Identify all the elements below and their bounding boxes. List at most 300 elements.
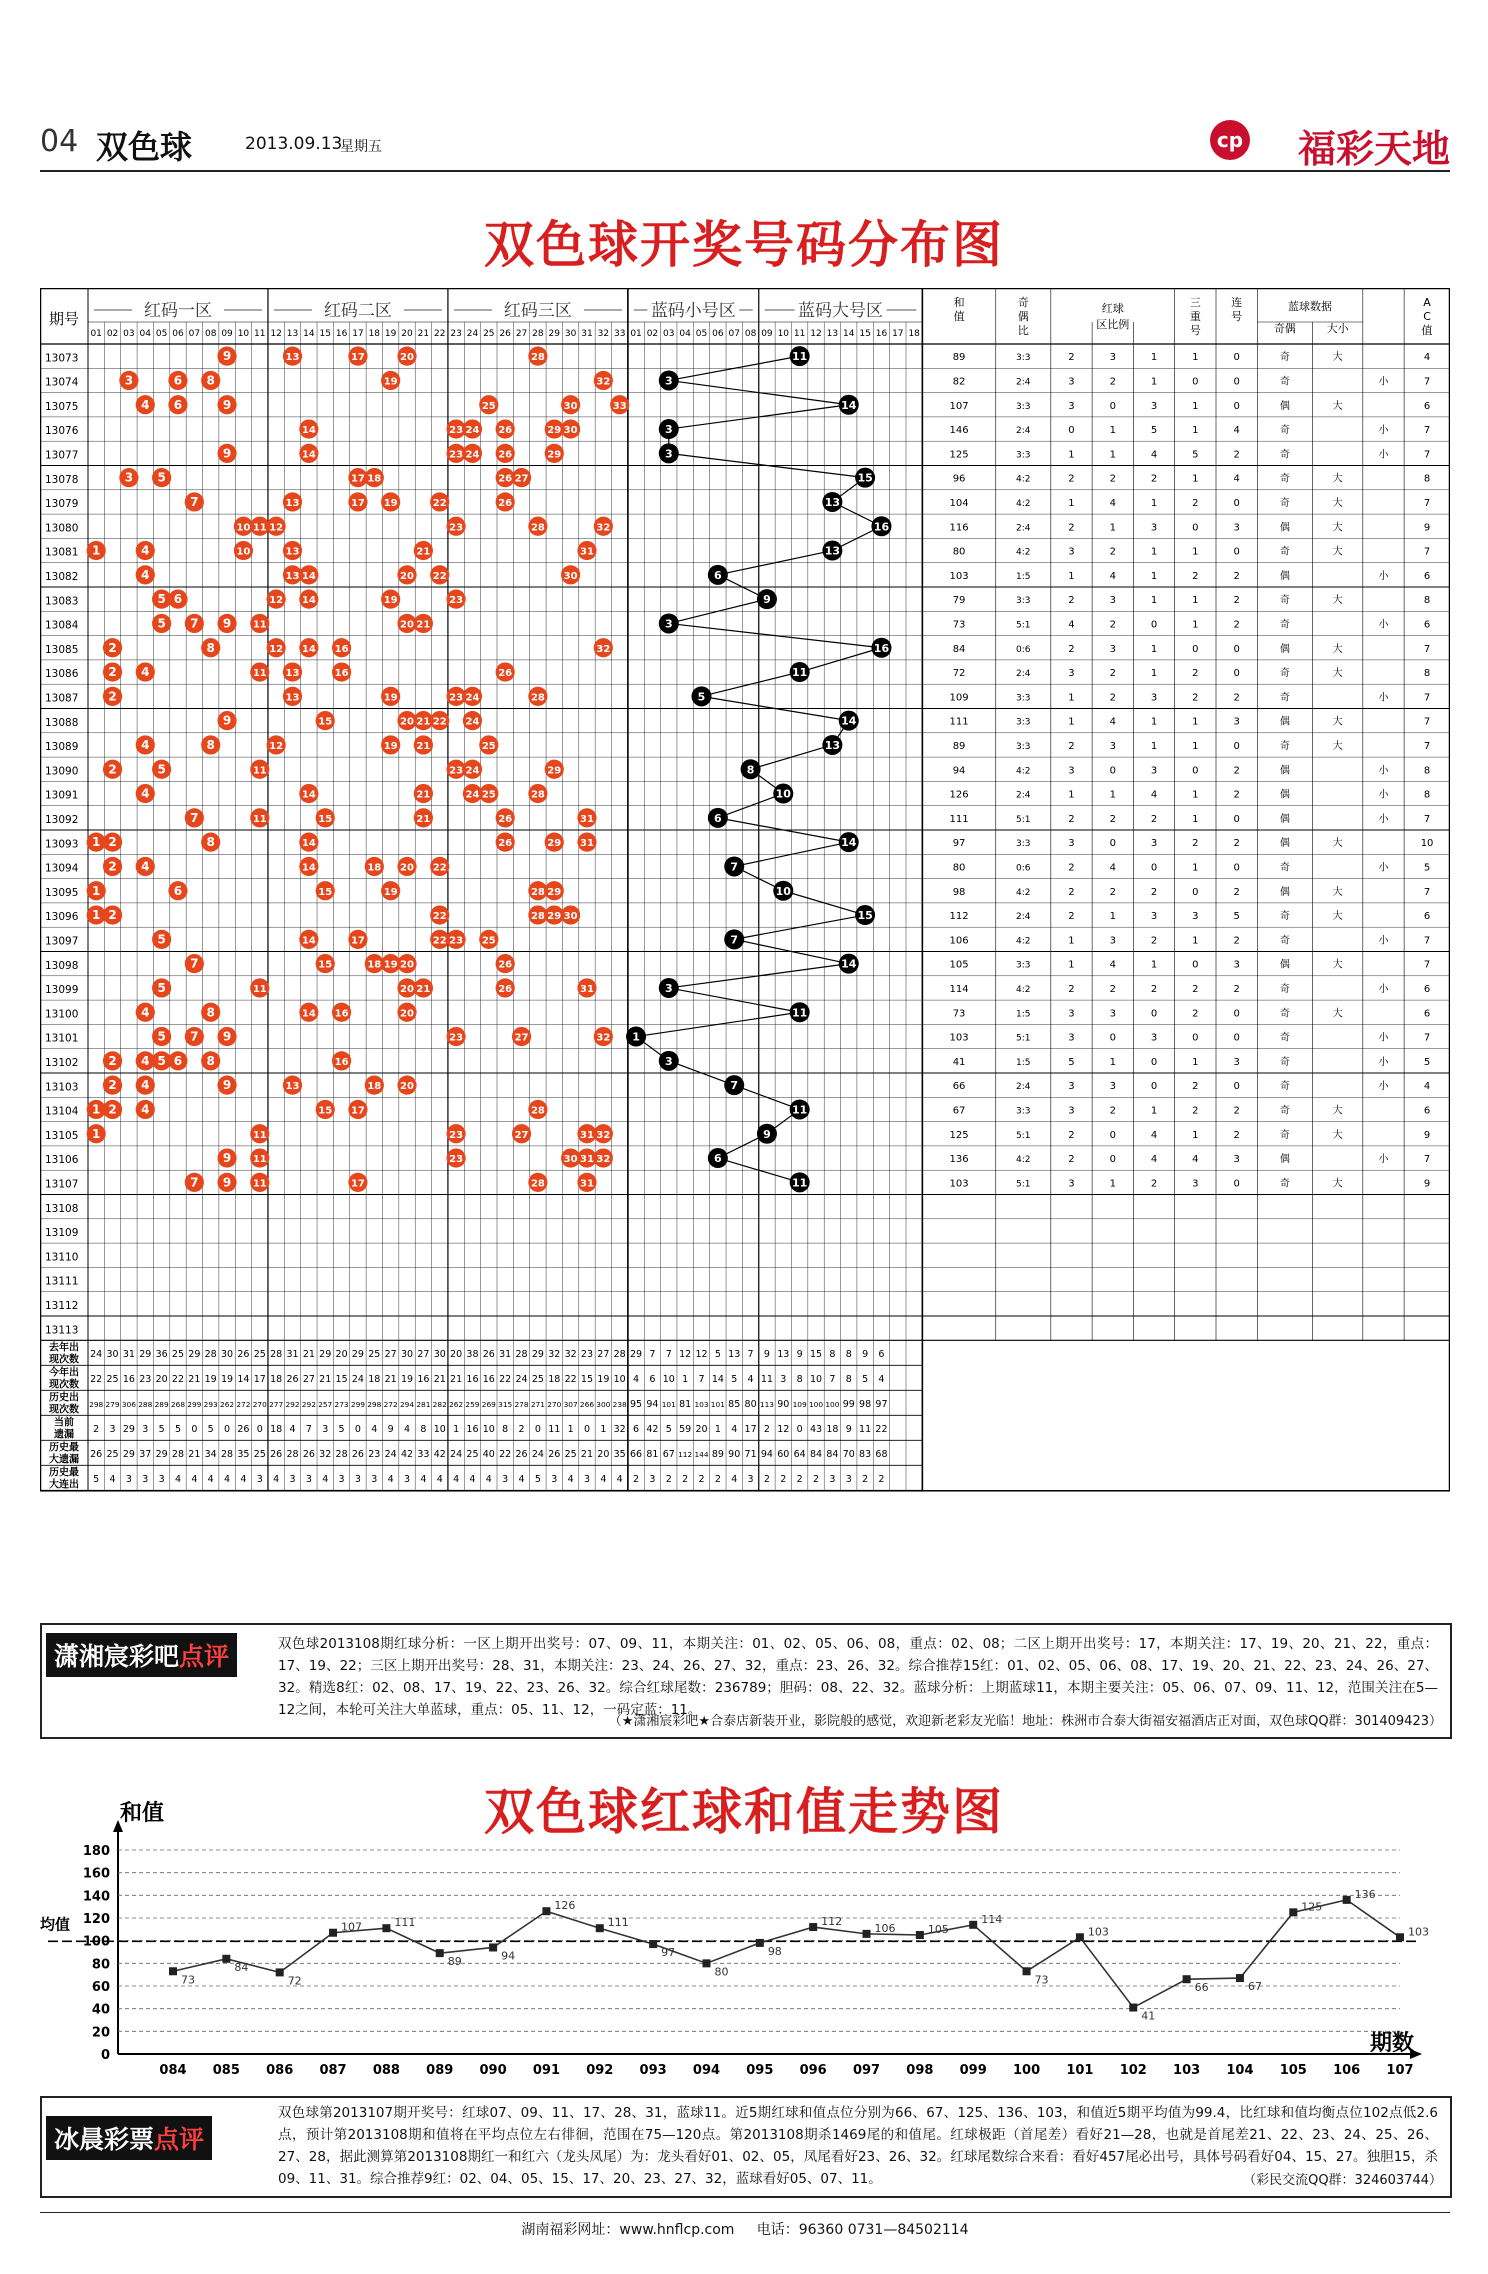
row-stat: 4 — [1109, 570, 1116, 582]
red-ball-number: 15 — [318, 886, 333, 898]
ball-number-header: 26 — [499, 329, 511, 339]
stat-value: 5 — [174, 1423, 182, 1435]
red-ball-number: 3 — [124, 470, 134, 485]
row-stat: 1 — [1068, 789, 1075, 801]
stat-value: 59 — [679, 1423, 692, 1435]
stat-value: 29 — [139, 1348, 152, 1360]
stat-value: 13 — [777, 1348, 790, 1360]
red-ball-number: 32 — [596, 643, 611, 655]
red-ball-number: 14 — [301, 838, 316, 850]
row-stat: 2 — [1192, 1105, 1199, 1117]
stat-value: 4 — [469, 1473, 476, 1485]
stat-value: 4 — [207, 1473, 214, 1485]
x-tick-label: 096 — [799, 2063, 827, 2078]
row-stat: 奇 — [1279, 1178, 1290, 1190]
stat-value: 42 — [646, 1423, 659, 1435]
row-stat: 大 — [1332, 546, 1343, 558]
stat-value: 23 — [139, 1373, 152, 1385]
stat-value: 31 — [286, 1348, 299, 1360]
data-point — [969, 1921, 977, 1929]
red-ball-number: 29 — [547, 765, 562, 777]
red-ball-number: 29 — [547, 886, 562, 898]
red-ball-number: 8 — [206, 640, 215, 655]
stat-value: 85 — [728, 1398, 741, 1410]
stat-value: 70 — [842, 1448, 855, 1460]
red-ball-number: 4 — [141, 665, 150, 680]
stat-value: 4 — [403, 1423, 411, 1435]
stat-value: 32 — [564, 1348, 577, 1360]
row-stat: 4 — [1109, 716, 1116, 728]
stat-value: 272 — [383, 1399, 398, 1409]
row-stat: 2 — [1233, 983, 1240, 995]
stat-value: 25 — [253, 1448, 266, 1460]
red-ball-number: 24 — [465, 425, 480, 437]
red-ball-number: 23 — [449, 595, 464, 607]
red-ball-number: 5 — [157, 616, 166, 631]
stat-value: 20 — [695, 1423, 708, 1435]
row-stat: 2 — [1233, 838, 1240, 850]
red-ball-number: 5 — [157, 762, 166, 777]
data-label: 73 — [1034, 1973, 1049, 1987]
row-stat: 3:3 — [1016, 693, 1031, 704]
row-stat: 1 — [1068, 449, 1075, 461]
stat-value: 4 — [289, 1423, 296, 1435]
ball-number-header: 13 — [286, 329, 299, 339]
red-ball-number: 19 — [383, 959, 398, 971]
red-ball-number: 17 — [350, 352, 365, 364]
stat-value: 30 — [433, 1348, 446, 1360]
red-ball-number: 23 — [449, 1154, 464, 1166]
row-stat: 2 — [1068, 813, 1075, 825]
red-ball-number: 22 — [432, 716, 447, 728]
red-ball-number: 30 — [563, 400, 578, 412]
data-label: 67 — [1247, 1980, 1262, 1994]
red-ball-number: 16 — [334, 668, 349, 680]
red-ball-number: 23 — [449, 935, 464, 947]
row-stat: 3 — [1150, 838, 1158, 850]
stat-value: 4 — [567, 1473, 574, 1485]
row-stat: 2 — [1150, 1178, 1158, 1190]
row-stat: 偶 — [1279, 813, 1290, 825]
row-stat: 1 — [1192, 352, 1199, 364]
red-ball-number: 24 — [465, 716, 480, 728]
stat-value: 9 — [862, 1348, 869, 1360]
stat-value: 18 — [826, 1423, 839, 1435]
ball-number-header: 03 — [663, 329, 675, 339]
red-ball-number: 28 — [530, 886, 545, 898]
row-stat: 4:2 — [1016, 547, 1031, 558]
blue-ball-number: 15 — [857, 909, 873, 923]
row-stat: 3 — [1109, 595, 1116, 607]
row-stat: 偶 — [1279, 886, 1290, 898]
stat-value: 81 — [646, 1448, 659, 1460]
red-ball-number: 13 — [285, 352, 300, 364]
row-stat: 4 — [1150, 449, 1158, 461]
ball-number-header: 13 — [826, 329, 839, 339]
row-stat: 109 — [949, 692, 969, 704]
red-ball-number: 20 — [400, 716, 414, 728]
row-stat: 3 — [1233, 1056, 1240, 1068]
data-label: 97 — [661, 1946, 676, 1960]
stat-value: 112 — [678, 1449, 693, 1459]
red-ball-number: 15 — [318, 959, 333, 971]
ball-number-header: 30 — [564, 329, 577, 339]
row-stat: 103 — [949, 1178, 969, 1190]
stat-value: 24 — [450, 1448, 463, 1460]
row-stat: 奇 — [1279, 497, 1290, 509]
stat-value: 0 — [354, 1423, 361, 1435]
row-stat: 2 — [1192, 497, 1199, 509]
red-ball-number: 27 — [514, 1032, 529, 1044]
row-stat: 3:3 — [1016, 401, 1031, 412]
stat-value: 306 — [121, 1399, 136, 1409]
row-stat: 3 — [1233, 959, 1240, 971]
red-ball-number: 30 — [563, 425, 578, 437]
stat-value: 288 — [138, 1399, 153, 1409]
stat-value: 4 — [600, 1473, 607, 1485]
row-stat: 1 — [1150, 1105, 1158, 1117]
number-distribution-table — [40, 288, 1450, 1610]
main-title: 双色球开奖号码分布图 — [484, 216, 1004, 274]
ball-number-header: 18 — [908, 329, 920, 339]
red-ball-number: 10 — [236, 546, 251, 558]
red-ball-number: 20 — [400, 1081, 414, 1093]
red-ball-number: 2 — [108, 835, 117, 850]
row-stat: 2 — [1233, 692, 1240, 704]
red-ball-number: 9 — [222, 1029, 232, 1044]
red-ball-number: 20 — [400, 352, 414, 364]
stat-value: 29 — [155, 1448, 168, 1460]
row-stat: 0 — [1233, 668, 1240, 680]
issue-number: 13110 — [45, 1251, 79, 1264]
row-stat: 2 — [1150, 813, 1158, 825]
stat-value: 20 — [155, 1373, 168, 1385]
right-header: 和 — [953, 296, 965, 309]
stat-value: 14 — [237, 1373, 250, 1385]
row-stat: 1 — [1150, 570, 1158, 582]
row-stat: 3 — [1109, 935, 1116, 947]
row-stat: 0 — [1109, 1154, 1116, 1166]
stat-value: 109 — [792, 1399, 807, 1409]
red-ball-number: 14 — [301, 570, 316, 582]
red-ball-number: 1 — [92, 883, 101, 898]
stat-value: 29 — [122, 1448, 135, 1460]
stat-value: 2 — [812, 1473, 820, 1485]
stat-value: 42 — [433, 1448, 446, 1460]
stat-value: 3 — [583, 1473, 591, 1485]
red-ball-number: 4 — [141, 1102, 150, 1117]
row-stat: 146 — [949, 425, 969, 437]
issue-column-header: 期号 — [48, 310, 80, 328]
stat-value: 3 — [142, 1423, 149, 1435]
row-stat: 1 — [1150, 376, 1158, 388]
row-stat: 大 — [1332, 497, 1343, 509]
stat-value: 0 — [224, 1423, 231, 1435]
row-stat: 8 — [1423, 473, 1431, 485]
row-stat: 96 — [952, 473, 966, 485]
right-header: 偶 — [1017, 310, 1029, 323]
row-stat: 4 — [1233, 425, 1240, 437]
x-tick-label: 091 — [532, 2063, 561, 2078]
blue-ball-number: 3 — [664, 981, 673, 995]
blue-ball-number: 3 — [664, 617, 673, 631]
row-stat: 1 — [1150, 716, 1158, 728]
red-ball-number: 17 — [350, 1105, 365, 1117]
data-label: 103 — [1408, 1925, 1429, 1939]
brand-name: 福彩天地 — [1297, 126, 1450, 171]
data-point — [1129, 2004, 1137, 2012]
stat-value: 5 — [665, 1423, 672, 1435]
ball-number-header: 12 — [810, 329, 822, 339]
red-ball-number: 21 — [416, 813, 431, 825]
stat-value: 262 — [449, 1399, 464, 1409]
row-stat: 7 — [1423, 959, 1431, 971]
stat-value: 97 — [875, 1398, 888, 1410]
stat-value: 2 — [698, 1473, 705, 1485]
row-stat: 奇 — [1279, 425, 1290, 437]
stat-value: 22 — [171, 1373, 185, 1385]
x-tick-label: 098 — [906, 2063, 934, 2078]
stat-value: 2 — [665, 1473, 672, 1485]
red-ball-number: 21 — [416, 740, 431, 752]
row-stat: 4:2 — [1016, 936, 1031, 947]
red-ball-number: 21 — [416, 983, 431, 995]
stat-value: 17 — [253, 1373, 266, 1385]
row-stat: 5:1 — [1016, 620, 1031, 631]
row-stat: 7 — [1423, 1032, 1431, 1044]
row-stat: 2 — [1192, 668, 1199, 680]
red-ball-number: 8 — [206, 373, 215, 388]
red-ball-number: 18 — [367, 862, 382, 874]
row-stat: 2 — [1068, 1154, 1075, 1166]
ball-number-header: 17 — [352, 329, 364, 339]
stat-value: 307 — [563, 1399, 578, 1409]
row-stat: 6 — [1423, 570, 1431, 582]
row-stat: 0 — [1233, 497, 1240, 509]
stat-value: 27 — [597, 1348, 610, 1360]
stat-value: 9 — [763, 1348, 770, 1360]
data-label: 136 — [1354, 1887, 1376, 1901]
red-ball-number: 5 — [157, 980, 166, 995]
row-stat: 7 — [1423, 740, 1431, 752]
issue-number: 13102 — [45, 1057, 79, 1069]
issue-number: 13093 — [45, 838, 79, 851]
stat-value: 26 — [270, 1448, 283, 1460]
row-stat: 2 — [1109, 886, 1116, 898]
row-stat: 1 — [1109, 1178, 1116, 1190]
stat-value: 30 — [221, 1348, 234, 1360]
data-point — [916, 1931, 924, 1939]
stat-value: 4 — [387, 1473, 394, 1485]
stat-value: 84 — [809, 1448, 823, 1460]
x-tick-label: 100 — [1012, 2063, 1041, 2078]
y-tick-label: 60 — [91, 1980, 110, 1995]
data-point — [276, 1968, 284, 1976]
row-stat: 0 — [1150, 1056, 1158, 1068]
row-stat: 0 — [1233, 1008, 1240, 1020]
stat-value: 5 — [93, 1473, 100, 1485]
issue-number: 13086 — [45, 668, 79, 681]
stat-value: 80 — [744, 1398, 757, 1410]
stat-value: 282 — [432, 1399, 447, 1409]
right-header: 奇 — [1017, 296, 1029, 309]
data-label: 98 — [767, 1944, 782, 1958]
x-tick-label: 103 — [1173, 2063, 1201, 2078]
row-stat: 3:3 — [1016, 450, 1031, 461]
issue-number: 13081 — [45, 546, 79, 559]
stat-value: 4 — [485, 1473, 492, 1485]
row-stat: 奇 — [1279, 692, 1290, 704]
red-ball-number: 32 — [596, 1154, 611, 1166]
stat-label: 历史最 — [49, 1467, 79, 1479]
red-ball-number: 8 — [206, 737, 215, 752]
data-label: 111 — [607, 1916, 629, 1930]
stat-value: 0 — [191, 1423, 198, 1435]
row-stat: 7 — [1423, 546, 1431, 558]
stat-value: 3 — [371, 1473, 378, 1485]
red-ball-number: 31 — [580, 983, 594, 995]
row-stat: 奇 — [1279, 983, 1290, 995]
row-stat: 小 — [1378, 765, 1389, 777]
stat-value: 6 — [649, 1373, 656, 1385]
row-stat: 125 — [949, 449, 969, 461]
red-ball-number: 21 — [416, 716, 431, 728]
stat-value: 15 — [809, 1348, 823, 1360]
stat-value: 71 — [744, 1448, 757, 1460]
row-stat: 小 — [1378, 983, 1389, 995]
row-stat: 0 — [1233, 1032, 1240, 1044]
row-stat: 1 — [1192, 425, 1199, 437]
row-stat: 2 — [1192, 983, 1199, 995]
row-stat: 小 — [1378, 449, 1389, 461]
stat-value: 26 — [351, 1448, 364, 1460]
red-ball-number: 17 — [350, 497, 365, 509]
row-stat: 0 — [1233, 740, 1240, 752]
row-stat: 小 — [1378, 425, 1389, 437]
stat-value: 0 — [583, 1423, 591, 1435]
row-stat: 4:2 — [1016, 498, 1031, 509]
data-label: 105 — [927, 1923, 949, 1936]
stat-value: 28 — [613, 1348, 626, 1360]
red-ball-number: 7 — [190, 810, 199, 825]
red-ball-number: 22 — [432, 862, 447, 874]
red-ball-number: 2 — [108, 908, 117, 923]
stat-value: 4 — [174, 1473, 182, 1485]
ball-number-header: 11 — [793, 329, 806, 339]
row-stat: 3 — [1068, 765, 1075, 777]
row-stat: 2:4 — [1016, 523, 1031, 534]
stat-value: 34 — [204, 1448, 217, 1460]
stat-value: 3 — [502, 1473, 509, 1485]
row-stat: 1 — [1068, 497, 1075, 509]
zone-header: 红码一区 — [143, 301, 212, 321]
row-stat: 小 — [1378, 1032, 1389, 1044]
row-stat: 小 — [1378, 862, 1389, 874]
ball-number-header: 29 — [548, 329, 560, 339]
row-stat: 1:5 — [1016, 1009, 1031, 1020]
stat-value: 3 — [256, 1473, 263, 1485]
row-stat: 3 — [1192, 911, 1199, 923]
stat-value: 27 — [417, 1348, 430, 1360]
stat-value: 1 — [567, 1423, 574, 1435]
row-stat: 103 — [949, 1032, 969, 1044]
row-stat: 1 — [1192, 716, 1199, 728]
data-label: 106 — [874, 1921, 896, 1935]
stat-value: 3 — [338, 1473, 345, 1485]
row-stat: 6 — [1423, 911, 1431, 923]
red-ball-number: 2 — [108, 665, 117, 680]
stat-value: 262 — [220, 1399, 235, 1409]
red-ball-number: 14 — [301, 862, 316, 874]
issue-number: 13100 — [45, 1008, 79, 1021]
x-tick-label: 102 — [1119, 2063, 1147, 2078]
stat-value: 4 — [731, 1473, 738, 1485]
data-label: 80 — [714, 1965, 729, 1979]
stat-value: 32 — [613, 1423, 626, 1435]
row-stat: 3 — [1068, 838, 1075, 850]
stat-value: 113 — [759, 1399, 774, 1409]
blue-ball-number: 10 — [775, 787, 791, 801]
ball-number-header: 14 — [303, 329, 315, 339]
red-ball-number: 4 — [141, 1078, 150, 1093]
stat-value: 28 — [204, 1348, 217, 1360]
issue-number: 13109 — [45, 1227, 79, 1240]
x-tick-label: 089 — [426, 2063, 454, 2078]
stat-value: 29 — [319, 1348, 332, 1360]
stat-value: 18 — [270, 1373, 283, 1385]
red-ball-number: 7 — [190, 616, 199, 631]
red-ball-number: 23 — [449, 449, 464, 461]
stat-value: 28 — [270, 1348, 283, 1360]
row-stat: 奇 — [1279, 595, 1290, 607]
red-ball-number: 18 — [367, 959, 382, 971]
data-label: 89 — [447, 1955, 462, 1969]
row-stat: 0 — [1233, 862, 1240, 874]
red-ball-number: 20 — [400, 983, 414, 995]
stat-value: 21 — [188, 1373, 201, 1385]
footer-tel: 电话：96360 0731—84502114 — [756, 2222, 969, 2238]
ball-number-header: 02 — [106, 329, 119, 339]
stat-value: 100 — [808, 1399, 824, 1409]
red-ball-number: 19 — [383, 376, 398, 388]
data-point — [596, 1924, 604, 1932]
right-header: 连 — [1231, 296, 1243, 309]
stat-value: 28 — [171, 1448, 185, 1460]
row-stat: 大 — [1332, 1008, 1343, 1020]
row-stat: 67 — [952, 1105, 966, 1117]
row-stat: 136 — [949, 1154, 969, 1166]
red-ball-number: 19 — [383, 595, 398, 607]
row-stat: 0 — [1109, 838, 1116, 850]
page-footer — [40, 2212, 1450, 2239]
red-ball-number: 26 — [498, 959, 513, 971]
red-ball-number: 5 — [157, 470, 166, 485]
issue-number: 13095 — [45, 886, 79, 899]
stat-value: 2 — [763, 1423, 770, 1435]
row-stat: 偶 — [1279, 959, 1290, 971]
row-stat: 1 — [1150, 595, 1158, 607]
issue-number: 13090 — [45, 765, 79, 778]
row-stat: 2 — [1150, 886, 1158, 898]
blue-ball-number: 3 — [664, 1054, 673, 1068]
red-ball-number: 28 — [530, 1105, 545, 1117]
stat-value: 27 — [302, 1373, 315, 1385]
stat-value: 4 — [731, 1423, 738, 1435]
red-ball-number: 27 — [514, 1129, 529, 1141]
row-stat: 0 — [1192, 643, 1199, 655]
stat-value: 2 — [796, 1473, 803, 1485]
row-stat: 5 — [1150, 425, 1158, 437]
